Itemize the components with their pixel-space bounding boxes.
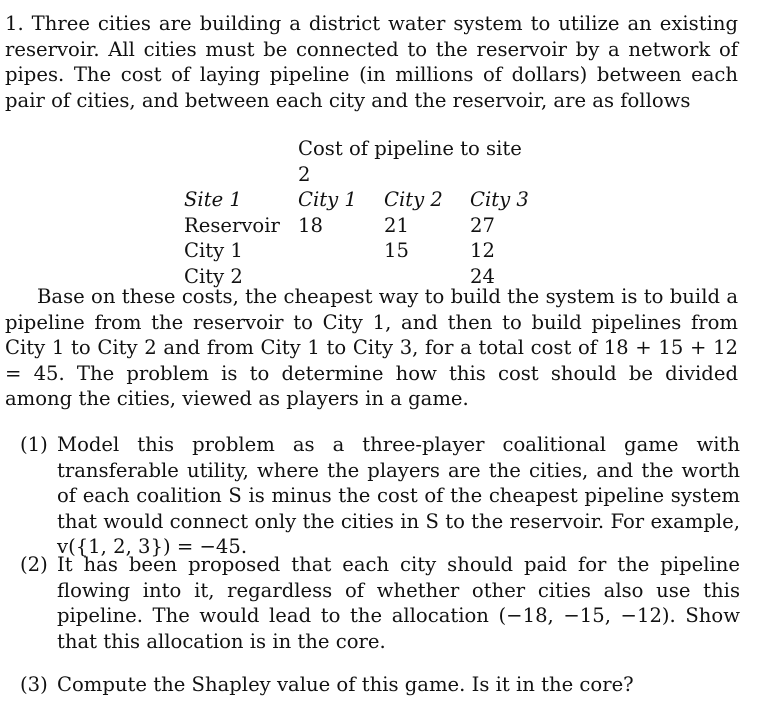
table-cell: 27: [470, 213, 495, 237]
pipeline-cost-table: [184, 136, 540, 290]
table-cell: 18: [298, 213, 323, 237]
item-text: Model this problem as a three-player coalitional game with transferable utility, where the players are the cities, and the worth of each coalition S is minus the cost of the cheapest pipeline system that would connect only the cities in S to the reservoir. For example, v({1, 2, 3}) = −45.: [57, 433, 740, 559]
row-label: City 2: [184, 264, 243, 288]
table-cell: 12: [470, 239, 495, 263]
col-header-city1: City 1: [298, 188, 357, 212]
table-row: [184, 213, 540, 239]
col-header-city2: City 2: [384, 188, 443, 212]
table-cell: [298, 238, 384, 264]
item-number: (3): [20, 673, 48, 696]
list-item: [20, 552, 740, 654]
row-label: City 1: [184, 239, 243, 263]
table-row: [184, 238, 540, 264]
solution-paragraph: Base on these costs, the cheapest way to build the system is to build a pipeline from the reservoir to City 1, and then to build pipelines from City 1 to City 2 and from City 1 to City 3, for a total cost of 18 + 15 + 12 = 45. The problem is to determine how this cost should be divided among the cities, viewed as players in a game.: [5, 285, 738, 411]
table-cell: 15: [384, 239, 409, 263]
problem-intro: 1. Three cities are building a district water system to utilize an existing reservoir. All cities must be connected to the reservoir by a network of pipes. The cost of laying pipeline (in millions of dollars) between each pair of cities, and between each city and the reservoir, are as follows: [5, 12, 738, 112]
list-item: [20, 432, 740, 560]
table-caption: Cost of pipeline to site 2: [298, 137, 522, 186]
item-text: Compute the Shapley value of this game. Is it in the core?: [57, 673, 634, 696]
table-cell: 24: [470, 264, 495, 288]
site1-header: Site 1: [184, 188, 242, 212]
list-item: [20, 672, 740, 698]
col-header-city3: City 3: [470, 188, 529, 212]
table-cell: 21: [384, 213, 409, 237]
item-number: (2): [20, 553, 48, 576]
item-number: (1): [20, 433, 48, 456]
item-text: It has been proposed that each city should paid for the pipeline flowing into it, regardless of whether other cities also use this pipeline. The would lead to the allocation (−18, −15, −12). Show that this allocation is in the core.: [57, 553, 740, 653]
row-label: Reservoir: [184, 213, 280, 237]
